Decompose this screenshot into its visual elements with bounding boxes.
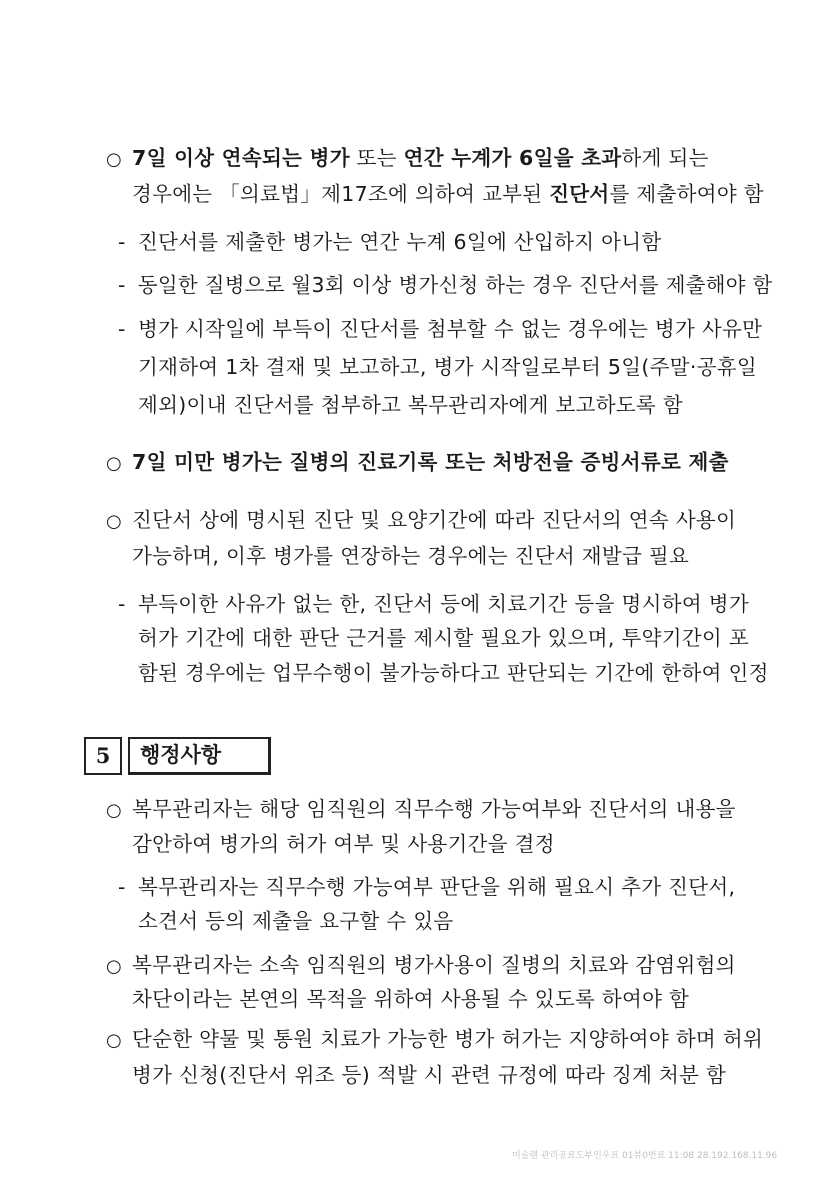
body-text: 가능하며, 이후 병가를 연장하는 경우에는 진단서 재발급 필요 [132, 544, 690, 568]
bullet-item [106, 448, 729, 478]
emphasis-text: 진단서 [549, 182, 610, 206]
emphasis-text: 7일 미만 병가는 질병의 진료기록 또는 처방전을 증빙서류로 제출 [132, 450, 729, 474]
emphasis-text: 연간 누계가 6일을 초과 [403, 146, 622, 170]
body-text: 차단이라는 본연의 목적을 위하여 사용될 수 있도록 하여야 함 [132, 987, 690, 1011]
body-text: 하게 되는 [621, 146, 709, 170]
body-text: 소견서 등의 제출을 요구할 수 있음 [138, 909, 454, 933]
section-title: 행정사항 [128, 737, 271, 775]
sub-bullet-continuation [138, 659, 769, 687]
sub-bullet-item [118, 873, 735, 901]
body-text: 복무관리자는 해당 임직원의 직무수행 가능여부와 진단서의 내용을 [132, 797, 736, 821]
body-text: 또는 [349, 146, 404, 170]
dash-bullet-icon: - [118, 317, 126, 341]
circle-bullet-icon: ○ [106, 956, 123, 977]
dash-bullet-icon: - [118, 875, 126, 899]
body-text: 함된 경우에는 업무수행이 불가능하다고 판단되는 기간에 한하여 인정 [138, 661, 769, 685]
emphasis-text: 7일 이상 연속되는 병가 [132, 146, 350, 170]
body-text: 경우에는 「의료법」제17조에 의하여 교부된 [132, 182, 550, 206]
dash-bullet-icon: - [118, 273, 126, 297]
dash-bullet-icon: - [118, 230, 126, 254]
body-text: 진단서를 제출한 병가는 연간 누계 6일에 산입하지 아니함 [138, 230, 662, 254]
body-text: 병가 신청(진단서 위조 등) 적발 시 관련 규정에 따라 징계 처분 함 [132, 1063, 727, 1087]
bullet-continuation [132, 830, 555, 858]
bullet-item [106, 144, 709, 174]
sub-bullet-item [118, 271, 773, 299]
circle-bullet-icon: ○ [106, 149, 123, 170]
bullet-item [106, 951, 736, 981]
body-text: 제외)이내 진단서를 첨부하고 복무관리자에게 보고하도록 함 [138, 393, 683, 417]
body-text: 기재하여 1차 결재 및 보고하고, 병가 시작일로부터 5일(주말·공휴일 [138, 355, 758, 379]
print-footer: 미술랜 관리공료도부인우표 01뷰0번료 11:08 28.192.168.11.96 [512, 1151, 778, 1161]
circle-bullet-icon: ○ [106, 1030, 123, 1051]
bullet-continuation [132, 985, 689, 1013]
sub-bullet-continuation [138, 624, 749, 652]
bullet-continuation [132, 1061, 726, 1089]
sub-bullet-item [118, 315, 762, 343]
sub-bullet-continuation [138, 391, 683, 419]
circle-bullet-icon: ○ [106, 800, 123, 821]
body-text: 부득이한 사유가 없는 한, 진단서 등에 치료기간 등을 명시하여 병가 [138, 592, 749, 616]
body-text: 감안하여 병가의 허가 여부 및 사용기간을 결정 [132, 832, 555, 856]
bullet-item [106, 795, 736, 825]
dash-bullet-icon: - [118, 592, 126, 616]
sub-bullet-continuation [138, 907, 454, 935]
sub-bullet-continuation [138, 353, 757, 381]
bullet-continuation [132, 180, 764, 208]
circle-bullet-icon: ○ [106, 453, 123, 474]
body-text: 복무관리자는 소속 임직원의 병가사용이 질병의 치료와 감염위험의 [132, 953, 736, 977]
body-text: 허가 기간에 대한 판단 근거를 제시할 필요가 있으며, 투약기간이 포 [138, 626, 749, 650]
sub-bullet-item [118, 590, 749, 618]
sub-bullet-item [118, 228, 661, 256]
body-text: 복무관리자는 직무수행 가능여부 판단을 위해 필요시 추가 진단서, [138, 875, 736, 899]
body-text: 를 제출하여야 함 [609, 182, 764, 206]
body-text: 진단서 상에 명시된 진단 및 요양기간에 따라 진단서의 연속 사용이 [132, 508, 737, 532]
body-text: 동일한 질병으로 월3회 이상 병가신청 하는 경우 진단서를 제출해야 함 [137, 273, 773, 297]
section-number: 5 [84, 737, 122, 775]
body-text: 단순한 약물 및 통원 치료가 가능한 병가 허가는 지양하여야 하며 허위 [132, 1027, 764, 1051]
bullet-item [106, 1025, 763, 1055]
circle-bullet-icon: ○ [106, 511, 123, 532]
body-text: 병가 시작일에 부득이 진단서를 첨부할 수 없는 경우에는 병가 사유만 [138, 317, 763, 341]
bullet-item [106, 506, 736, 536]
bullet-continuation [132, 542, 689, 570]
